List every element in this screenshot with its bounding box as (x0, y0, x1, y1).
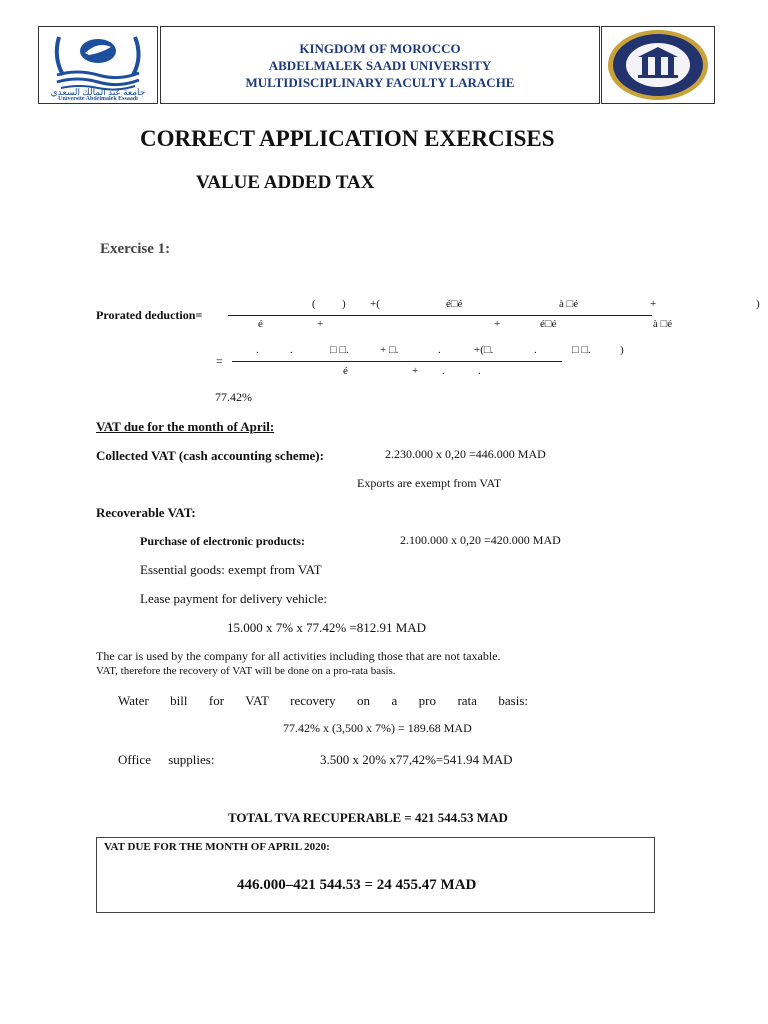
prorata-line2-den: . (478, 365, 481, 377)
prorata-line2-den: + (412, 365, 419, 377)
page-subtitle: VALUE ADDED TAX (196, 172, 375, 193)
header-line-faculty: MULTIDISCIPLINARY FACULTY LARACHE (245, 74, 515, 90)
vat-due-heading: VAT due for the month of April: (96, 419, 275, 434)
prorata-line2-num: □ □. (330, 344, 349, 356)
pro-rata-note: VAT, therefore the recovery of VAT will be done on a pro-rata basis. (96, 665, 396, 677)
prorata-label: Prorated deduction= (96, 308, 203, 322)
final-result-value: 446.000–421 544.53 = 24 455.47 MAD (237, 877, 477, 893)
lease-payment-label: Lease payment for delivery vehicle: (140, 591, 327, 606)
office-supplies-label: Office supplies: (118, 752, 215, 767)
prorata-num-frag: + (650, 298, 657, 310)
electronic-products-label: Purchase of electronic products: (140, 534, 305, 548)
prorata-num-frag: ) (756, 298, 760, 310)
prorata-equals: = (216, 354, 223, 368)
prorata-den-frag: + (494, 318, 501, 330)
prorata-line2-fraction-bar (232, 361, 562, 362)
prorata-line2-num: +(□. (474, 344, 494, 356)
exercise-heading: Exercise 1: (100, 241, 171, 257)
collected-vat-label: Collected VAT (cash accounting scheme): (96, 448, 324, 463)
prorata-line2-den: é (343, 365, 348, 377)
prorata-line2-num: + □. (380, 344, 399, 356)
prorata-num-frag: ) (342, 298, 346, 310)
university-logo-box (38, 26, 158, 104)
total-recoverable-vat: TOTAL TVA RECUPERABLE = 421 544.53 MAD (228, 810, 508, 825)
recoverable-vat-heading: Recoverable VAT: (96, 505, 196, 520)
prorata-den-frag: à □é (653, 318, 673, 330)
prorata-line2-num: ) (620, 344, 624, 356)
prorata-line2-num: . (534, 344, 537, 356)
collected-vat-calc: 2.230.000 x 0,20 =446.000 MAD (385, 447, 546, 461)
page-title: CORRECT APPLICATION EXERCISES (140, 126, 555, 151)
electronic-products-calc: 2.100.000 x 0,20 =420.000 MAD (400, 533, 561, 547)
prorata-den-frag: é (258, 318, 263, 330)
final-result-label: VAT DUE FOR THE MONTH OF APRIL 2020: (104, 841, 330, 853)
car-usage-note: The car is used by the company for all activities including those that are not taxable. (96, 649, 501, 663)
exports-exempt-note: Exports are exempt from VAT (357, 476, 502, 490)
prorata-line2-num: . (438, 344, 441, 356)
logo-caption-arabic: جامعة عبد المالك السعدي (50, 87, 146, 97)
prorata-num-frag: +( (370, 298, 380, 310)
final-result-box (96, 837, 655, 913)
prorata-line2-den: . (442, 365, 445, 377)
prorata-num-frag: ( (312, 298, 316, 310)
prorata-num-frag: à □é (559, 298, 579, 310)
water-bill-calc: 77.42% x (3,500 x 7%) = 189.68 MAD (283, 721, 472, 735)
faculty-seal-box (601, 26, 715, 104)
essential-goods-text: Essential goods: exempt from VAT (140, 562, 322, 577)
prorata-den-frag: é□é (540, 318, 557, 330)
institution-header (160, 26, 600, 104)
prorata-fraction-bar (228, 315, 652, 316)
faculty-seal-icon (602, 27, 714, 103)
office-supplies-calc: 3.500 x 20% x77,42%=541.94 MAD (320, 752, 513, 767)
header-line-university: ABDELMALEK SAADI UNIVERSITY (268, 57, 492, 73)
lease-payment-calc: 15.000 x 7% x 77.42% =812.91 MAD (227, 620, 427, 635)
prorata-den-frag: + (317, 318, 324, 330)
header-line-kingdom: KINGDOM OF MOROCCO (299, 40, 461, 56)
prorata-result: 77.42% (215, 390, 252, 404)
prorata-line2-num: □ □. (572, 344, 591, 356)
prorata-num-frag: é□é (446, 298, 463, 310)
prorata-line2-num: . (256, 344, 259, 356)
logo-caption-latin: Université Abdelmalek Essaadi (58, 96, 138, 102)
water-bill-label: Water bill for VAT recovery on a pro rata basis: (118, 693, 528, 708)
prorata-line2-num: . (290, 344, 293, 356)
